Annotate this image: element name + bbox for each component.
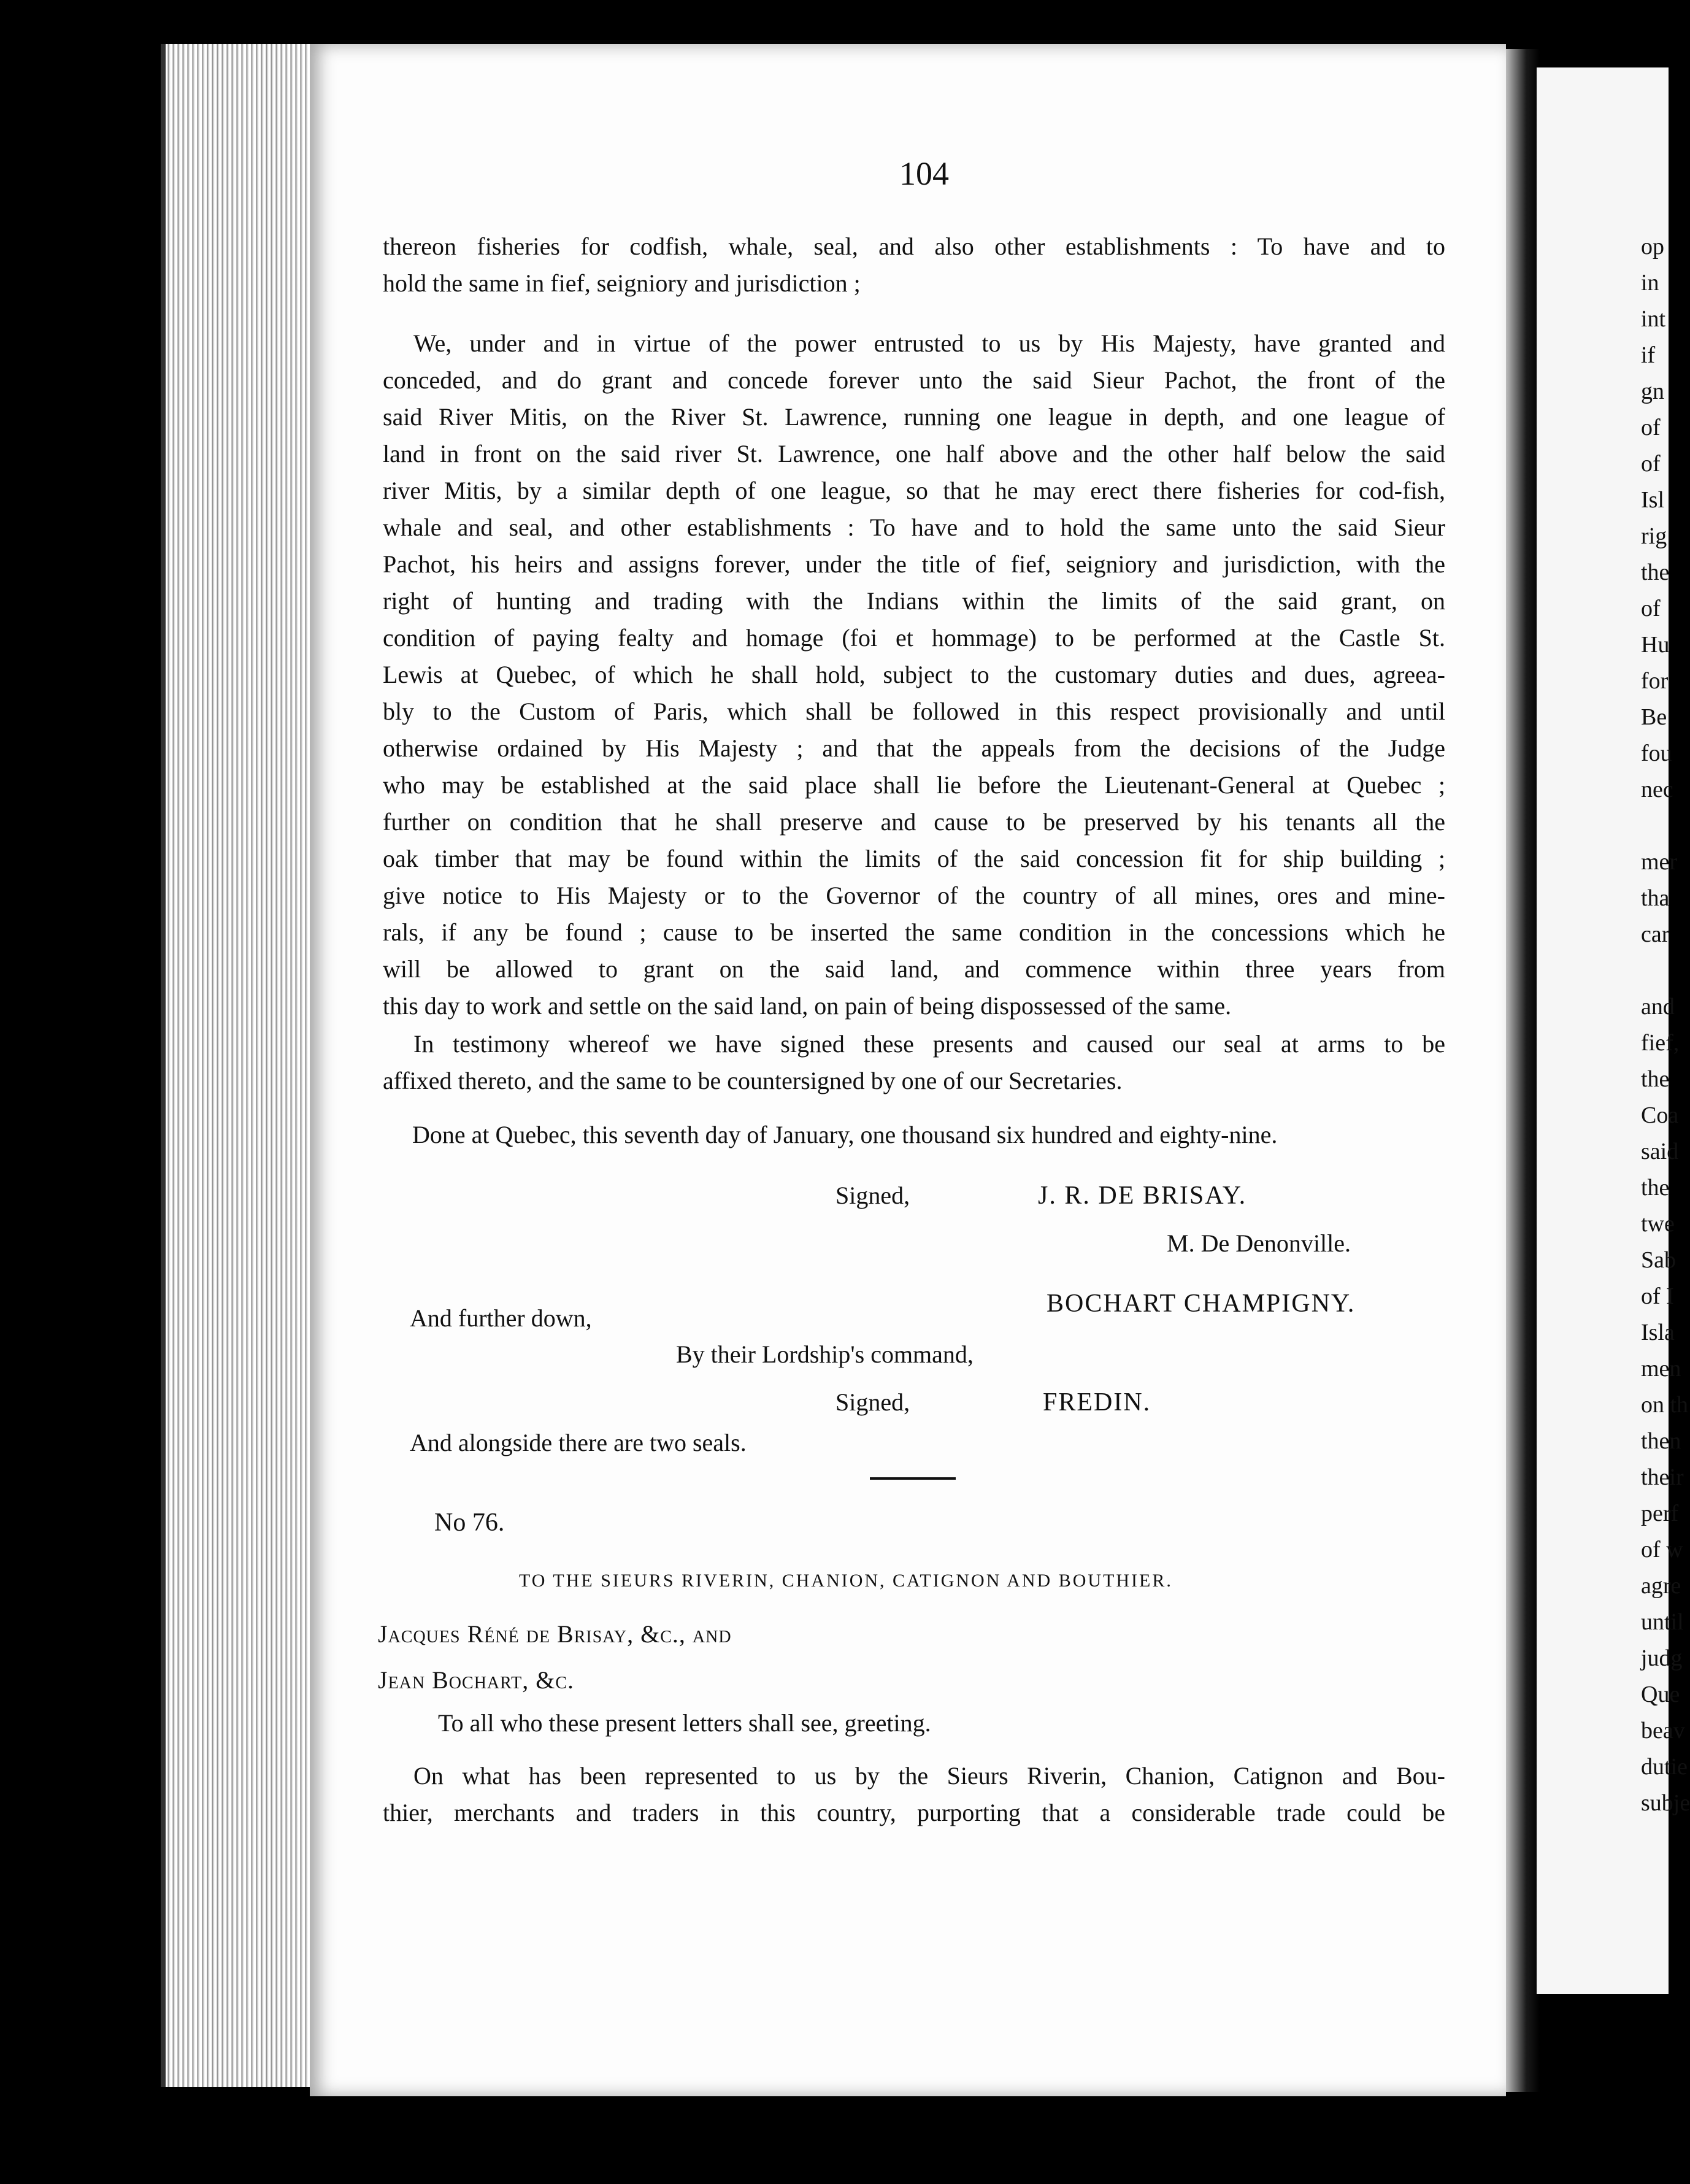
facing-page-fragment: mer <box>1641 849 1678 875</box>
paragraph-testimony <box>383 1026 1445 1099</box>
text-line: affixed thereto, and the same to be countersigned by one of our Secretaries. <box>383 1067 1123 1094</box>
text-line: thier, merchants and traders in this country, purporting that a considerable trade could be <box>383 1799 1445 1826</box>
signed-label: Signed, <box>835 1182 910 1209</box>
done-at-line: Done at Quebec, this seventh day of January, one thousand six hundred and eighty-nine. <box>412 1121 1278 1148</box>
text-line: this day to work and settle on the said land, on pain of being dispossessed of the same. <box>383 992 1232 1020</box>
text-line: thereon fisheries for codfish, whale, seal, and also other establishments : To have and to <box>383 233 1445 260</box>
facing-page-fragment: Isl <box>1641 487 1664 513</box>
facing-page-fragment: the <box>1641 1175 1670 1201</box>
facing-page-fragment: of <box>1641 451 1661 477</box>
section-divider <box>870 1477 956 1480</box>
text-line: give notice to His Majesty or to the Governor of the country of all mines, ores and mine- <box>383 882 1445 909</box>
facing-page-fragment: tha <box>1641 885 1670 911</box>
facing-page-fragment: Isla <box>1641 1320 1675 1345</box>
text-line: conceded, and do grant and concede forever unto the said Sieur Pachot, the front of the <box>383 366 1445 394</box>
facing-page-fragment: dutie <box>1641 1754 1688 1780</box>
text-line: bly to the Custom of Paris, which shall be followed in this respect provisionally and until <box>383 698 1445 725</box>
facing-page-fragment: until <box>1641 1609 1684 1635</box>
facing-page-fragment: of <box>1641 415 1661 440</box>
text-line: In testimony whereof we have signed these presents and caused our seal at arms to be <box>413 1030 1445 1058</box>
facing-page-fragment: Sab <box>1641 1247 1676 1273</box>
facing-page-fragment: car <box>1641 921 1670 947</box>
greeting-line: To all who these present letters shall see, greeting. <box>438 1709 931 1737</box>
text-line: On what has been represented to us by the Sieurs Riverin, Chanion, Catignon and Bou- <box>413 1762 1445 1790</box>
facing-page-fragment: on th <box>1641 1392 1689 1418</box>
facing-page-fragment: fou <box>1641 740 1672 766</box>
page-number: 104 <box>899 155 949 192</box>
facing-page-fragment: agre <box>1641 1573 1681 1599</box>
seals-line: And alongside there are two seals. <box>410 1429 747 1456</box>
facing-page-fragment: judg <box>1641 1645 1683 1671</box>
text-line: hold the same in fief, seigniory and jurisdiction ; <box>383 269 861 297</box>
paragraph-grant <box>383 325 1445 1025</box>
text-line: rals, if any be found ; cause to be inserted the same condition in the concessions which he <box>383 918 1445 946</box>
text-line: condition of paying fealty and homage (foi et hommage) to be performed at the Castle St. <box>383 624 1445 652</box>
facing-page-fragment: subje <box>1641 1790 1690 1816</box>
text-line: river Mitis, by a similar depth of one league, so that he may erect there fisheries for cod-fish, <box>383 477 1445 504</box>
text-line: Lewis at Quebec, of which he shall hold, subject to the customary duties and dues, agreea- <box>383 661 1445 688</box>
facing-page-fragment: their <box>1641 1464 1684 1490</box>
facing-page-fragment: rig <box>1641 523 1667 549</box>
facing-page-fragment: men <box>1641 1356 1681 1382</box>
text-line: said River Mitis, on the River St. Lawrence, running one league in depth, and one league of <box>383 403 1445 431</box>
facing-page-fragment: then <box>1641 1428 1681 1454</box>
facing-page-fragment: Hu <box>1641 632 1670 658</box>
text-line: whale and seal, and other establishments : To have and to hold the same unto the said Sieur <box>383 513 1445 541</box>
text-line: further on condition that he shall preserve and cause to be preserved by his tenants all the <box>383 808 1445 836</box>
facing-page-fragment: and <box>1641 994 1675 1020</box>
by-command-line: By their Lordship's command, <box>676 1340 974 1368</box>
facing-page-fragment: of <box>1641 596 1661 621</box>
paragraph-opening <box>383 228 1445 302</box>
further-down-label: And further down, <box>410 1304 592 1332</box>
facing-page-fragment: Coa <box>1641 1102 1679 1128</box>
text-line: Pachot, his heirs and assigns forever, under the title of fief, seigniory and jurisdiction, with the <box>383 550 1445 578</box>
signed-label: Signed, <box>835 1388 910 1416</box>
grantor-line: Jacques Réné de Brisay, &c., and <box>378 1620 732 1648</box>
text-line: otherwise ordained by His Majesty ; and that the appeals from the decisions of the Judge <box>383 734 1445 762</box>
facing-page-fragment: beav <box>1641 1718 1685 1744</box>
text-line: land in front on the said river St. Lawrence, one half above and the other half below the said <box>383 440 1445 467</box>
facing-page-fragment: perf <box>1641 1501 1679 1526</box>
facing-page-fragment: of w <box>1641 1537 1683 1563</box>
facing-page-fragment: int <box>1641 306 1666 332</box>
page-block-edge <box>161 44 319 2087</box>
facing-page-fragment: of I <box>1641 1283 1674 1309</box>
grantor-line: Jean Bochart, &c. <box>378 1666 575 1694</box>
text-line: oak timber that may be found within the limits of the said concession fit for ship building ; <box>383 845 1445 872</box>
signatory-denonville: M. De Denonville. <box>1167 1229 1351 1257</box>
signatory-fredin: FREDIN. <box>1043 1388 1151 1417</box>
facing-page-fragment: in <box>1641 270 1659 296</box>
facing-page-fragment: the <box>1641 1066 1670 1092</box>
facing-page-fragment: op <box>1641 234 1664 260</box>
facing-page-fragment: Que <box>1641 1682 1680 1707</box>
facing-page-fragment: Be <box>1641 704 1667 730</box>
paragraph-representation <box>383 1758 1445 1831</box>
signatory-de-brisay: J. R. DE BRISAY. <box>1038 1182 1247 1210</box>
text-line: right of hunting and trading with the Indians within the limits of the said grant, on <box>383 587 1445 615</box>
facing-page-fragment: nec <box>1641 777 1673 802</box>
text-line: will be allowed to grant on the said land, and commence within three years from <box>383 955 1445 983</box>
facing-page-fragment: twe <box>1641 1211 1675 1237</box>
facing-page-fragment: gn <box>1641 379 1664 404</box>
facing-page-fragment: said <box>1641 1139 1679 1164</box>
signatory-champigny: BOCHART CHAMPIGNY. <box>1047 1290 1356 1318</box>
section-heading: TO THE SIEURS RIVERIN, CHANION, CATIGNON AND BOUTHIER. <box>519 1571 1173 1591</box>
facing-page-fragment: for <box>1641 668 1669 694</box>
facing-page-fragment: if <box>1641 342 1656 368</box>
section-number: No 76. <box>434 1509 505 1537</box>
facing-page-fragment: fief, <box>1641 1030 1680 1056</box>
book-gutter <box>1506 49 1540 2092</box>
facing-page-fragment: the <box>1641 559 1670 585</box>
text-line: who may be established at the said place shall lie before the Lieutenant-General at Quebec ; <box>383 771 1445 799</box>
text-line: We, under and in virtue of the power entrusted to us by His Majesty, have granted and <box>413 329 1445 357</box>
